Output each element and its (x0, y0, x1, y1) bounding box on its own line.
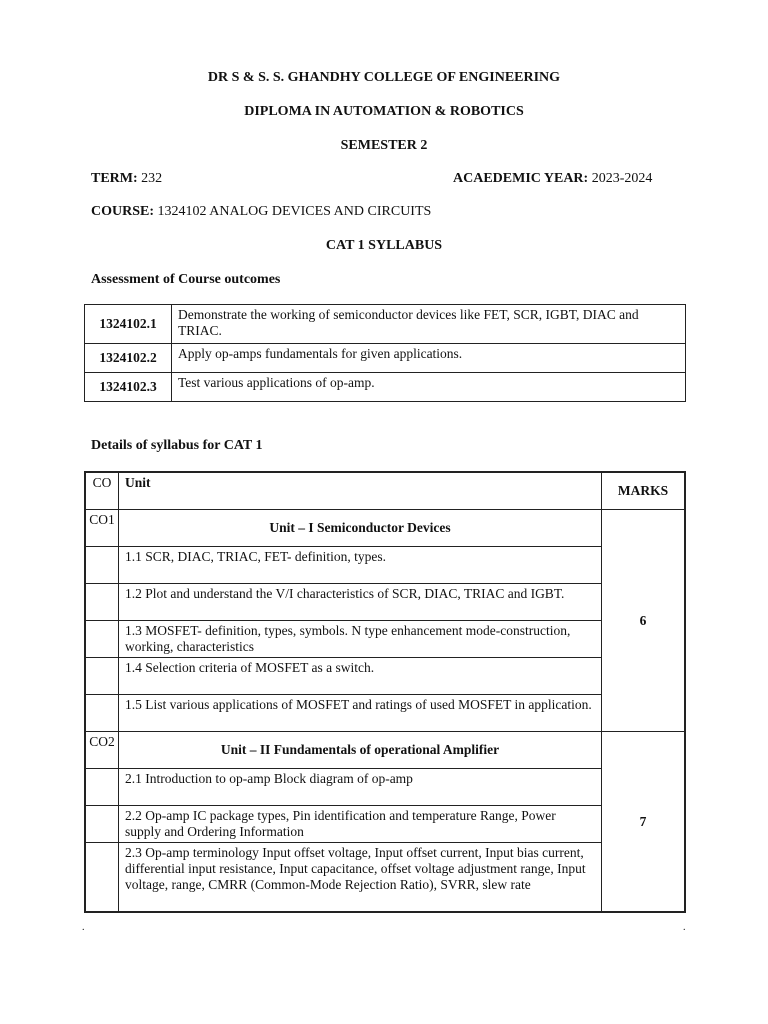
unit-marks: 7 (602, 732, 686, 913)
unit-co: CO1 (85, 510, 119, 547)
page-mark-left: . (82, 922, 85, 933)
table-row (85, 584, 685, 621)
table-row (85, 843, 685, 913)
term-label: TERM: (91, 171, 138, 186)
course-label: COURSE: (91, 204, 155, 219)
outcome-code: 1324102.1 (85, 305, 172, 344)
course-outcomes-table (84, 304, 686, 402)
course-line (91, 204, 431, 220)
topic: 1.4 Selection criteria of MOSFET as a switch. (119, 658, 602, 695)
unit-title: Unit – I Semiconductor Devices (119, 510, 602, 547)
topic: 1.5 List various applications of MOSFET and ratings of used MOSFET in application. (119, 695, 602, 732)
table-row (85, 547, 685, 584)
cat-title: CAT 1 SYLLABUS (325, 238, 443, 253)
column-header-marks: MARKS (602, 472, 686, 510)
unit-marks: 6 (602, 510, 686, 732)
semester-title: SEMESTER 2 (340, 138, 428, 153)
topic: 1.3 MOSFET- definition, types, symbols. N type enhancement mode-construction, working, characteristics (119, 621, 602, 658)
table-header-row (85, 472, 685, 510)
table-row (85, 344, 686, 373)
topic: 2.1 Introduction to op-amp Block diagram of op-amp (119, 769, 602, 806)
topic: 2.3 Op-amp terminology Input offset voltage, Input offset current, Input bias current, differential input resistance, Input capacitance, offset voltage adjustment range, Input voltage, range, CMRR (Common-Mode Rejection Ratio), SVRR, slew rate (119, 843, 602, 913)
table-row (85, 305, 686, 344)
academic-year-label: ACAEDEMIC YEAR: (453, 171, 589, 186)
outcome-code: 1324102.3 (85, 373, 172, 402)
outcome-text: Apply op-amps fundamentals for given applications. (172, 344, 686, 373)
column-header-unit: Unit (119, 472, 602, 510)
topic: 2.2 Op-amp IC package types, Pin identification and temperature Range, Power supply and Ordering Information (119, 806, 602, 843)
syllabus-table (84, 471, 686, 913)
column-header-co: CO (85, 472, 119, 510)
course-value: 1324102 ANALOG DEVICES AND CIRCUITS (157, 204, 432, 219)
outcome-text: Demonstrate the working of semiconductor devices like FET, SCR, IGBT, DIAC and TRIAC. (172, 305, 686, 344)
table-row (85, 695, 685, 732)
topic: 1.2 Plot and understand the V/I characteristics of SCR, DIAC, TRIAC and IGBT. (119, 584, 602, 621)
academic-year-line (453, 171, 652, 187)
outcome-text: Test various applications of op-amp. (172, 373, 686, 402)
topic: 1.1 SCR, DIAC, TRIAC, FET- definition, types. (119, 547, 602, 584)
page-mark-right: . (683, 922, 686, 933)
academic-year-value: 2023-2024 (591, 171, 653, 186)
table-row (85, 769, 685, 806)
table-row (85, 373, 686, 402)
syllabus-title: Details of syllabus for CAT 1 (91, 438, 263, 453)
outcome-code: 1324102.2 (85, 344, 172, 373)
term-value: 232 (141, 171, 163, 186)
table-row (85, 806, 685, 843)
unit-co: CO2 (85, 732, 119, 769)
table-row (85, 658, 685, 695)
term-line (91, 171, 162, 187)
diploma-title: DIPLOMA IN AUTOMATION & ROBOTICS (244, 104, 524, 119)
table-row (85, 510, 685, 547)
unit-title: Unit – II Fundamentals of operational Amplifier (119, 732, 602, 769)
table-row (85, 621, 685, 658)
table-row (85, 732, 685, 769)
college-name: DR S & S. S. GHANDHY COLLEGE OF ENGINEERING (207, 70, 561, 85)
outcomes-title: Assessment of Course outcomes (91, 272, 281, 287)
